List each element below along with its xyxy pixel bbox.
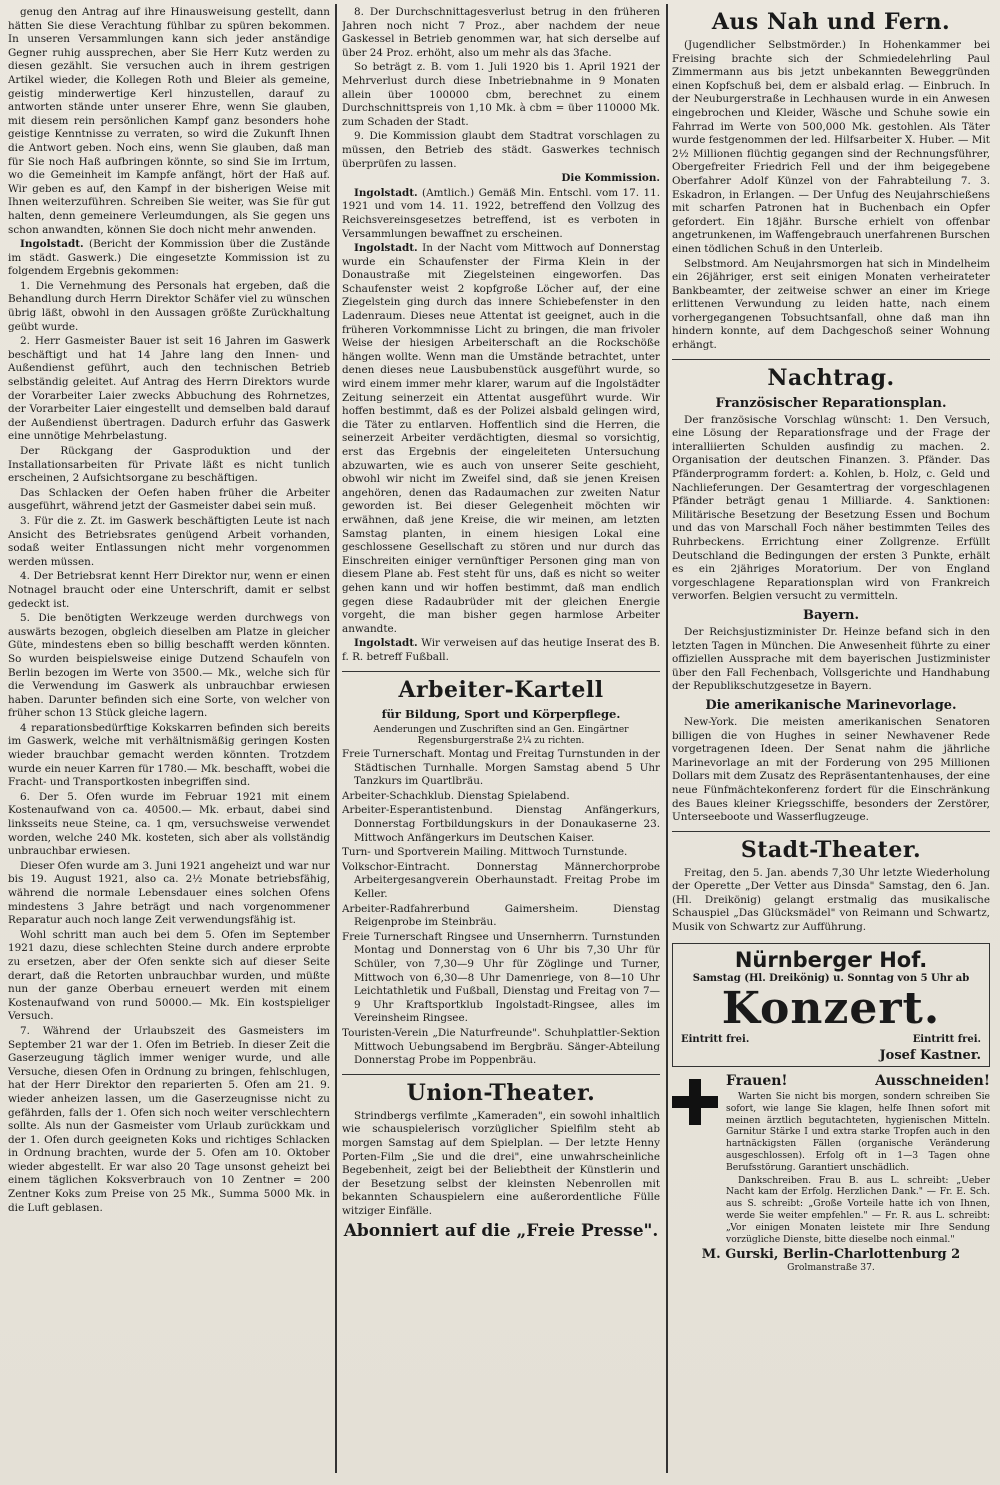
article-paragraph: 5. Die benötigten Werkzeuge werden durchwegs von auswärts bezogen, obgleich dieselben am Platze in gleicher Güte, mindestens eben so billig beschafft werden könnten. So wurden beispielsweise einige Dutzend Schaufeln von Berlin bezogen im Werte von 3500.— Mk., welche sich für die Verwendung im Gaswerk als unbrauchbar erwiesen haben. Darunter befinden sich eine Sorte, von welcher von früher schon 13 Stück gleiche lagern. <box>8 612 330 720</box>
article-paragraph <box>8 238 330 279</box>
article-paragraph: Der Rückgang der Gasproduktion und der Installationsarbeiten für Private läßt es nicht tunlich erscheinen, 2 Aufsichtsorgane zu beschäftigen. <box>8 445 330 485</box>
dateline: Ingolstadt. <box>20 238 84 251</box>
dateline: Ingolstadt. <box>354 186 418 199</box>
ad-title: Nürnberger Hof. <box>734 947 928 972</box>
article-paragraph: Dieser Ofen wurde am 3. Juni 1921 angeheizt und war nur bis 19. August 1921, also ca. 2½ Monate betriebsfähig, während die normale Lebensdauer eines solchen Ofens mindestens 3 Jahre beträgt und nach vorgenommener Reparatur auch noch lange Zeit verwendungsfähig ist. <box>8 859 330 927</box>
ad-testimonials: Dankschreiben. Frau B. aus L. schreibt: „Ueber Nacht kam der Erfolg. Herzlichen Dank." — Fr. E. Sch. aus S. schreibt: „Große Vorteile hatte ich von Ihnen, werde Sie weiter empfehlen." — Fr. R. aus L. schreibt: „Vor einigen Monaten leistete mir Ihre Sendung vorzügliche Dienste, bitte dieselbe noch einmal." <box>726 1174 990 1245</box>
ad-headline-left: Frauen! <box>726 1073 788 1090</box>
article-paragraph: 1. Die Vernehmung des Personals hat ergeben, daß die Behandlung durch Herrn Direktor Schäfer viel zu wünschen übrig läßt, obwohl in den Aussagen größte Zurückhaltung geübt wurde. <box>8 279 330 333</box>
article-paragraph: Der französische Vorschlag wünscht: 1. Den Versuch, eine Lösung der Reparationsfrage und der Frage der interalliierten Schulden ausfindig zu machen. 2. Organisation der deutschen Finanzen. 3. Pfänder. Das Pfänderprogramm fordert: a. Kohlen, b. Holz, c. Geld und Nachlieferungen. Der Gesamtertrag der vorgeschlagenen Pfänder beträgt genau 1 Milliarde. 4. Sanktionen: Militärische Besetzung der Besetzung Essen und Bochum und das von Marschall Foch näher bestimmten Teiles des Ruhrbeckens. Errichtung einer Zollgrenze. Erfüllt Deutschland die Bedingungen der ersten 3 Punkte, erhält es ein 2jähriges Moratorium. Der von England vorgeschlagene Reparationsplan wird von Frankreich verworfen. Belgien versucht zu vermitteln. <box>672 413 990 603</box>
section-title-union-theater: Union-Theater. <box>406 1079 596 1106</box>
ad-address: Grolmanstraße 37. <box>787 1261 875 1273</box>
ad-headline-right: Ausschneiden! <box>875 1073 990 1090</box>
list-item: Arbeiter-Schachklub. Dienstag Spielabend. <box>342 789 570 802</box>
article-paragraph: 3. Für die z. Zt. im Gaswerk beschäftigten Leute ist nach Ansicht des Betriebsrates genügend Arbeit vorhanden, sodaß weiter Entlassungen nicht mehr vorgenommen werden müssen. <box>8 514 330 568</box>
article-text: Wir verweisen auf das heutige Inserat des B. f. R. betreff Fußball. <box>342 637 660 663</box>
section-subtitle: für Bildung, Sport und Körperpflege. <box>381 706 621 721</box>
article-paragraph: 7. Während der Urlaubszeit des Gasmeisters im September 21 war der 1. Ofen im Betrieb. In dieser Zeit die Gaserzeugung täglich immer weniger wurde, und alle Versuche, diesen Ofen in Ordnung zu bringen, fehlschlugen, hat der Herr Direktor den reparierten 5. Ofen am 21. 9. wieder anheizen lassen, um die Gaserzeugnisse nicht zu gefährden, falls der 1. Ofen sich noch weiter verschlechtern sollte. Als nun der Gasmeister vom Urlaub zurückkam und der 1. Ofen durch geeigneten Koks und richtiges Schlacken in Ordnung brachten, wurde der 5. Ofen am 10. Oktober wieder abgestellt. Er war also 20 Tage unsonst geheizt bei einem täglichen Koksverbrauch von 10 Zentner = 200 Zentner Koks zum Preise von 25 Mk., Summa 5000 Mk. in die Luft geblasen. <box>8 1024 330 1214</box>
article-paragraph: Freitag, den 5. Jan. abends 7,30 Uhr letzte Wiederholung der Operette „Der Vetter aus Dinsda" Samstag, den 6. Jan. (Hl. Dreikönig) gelangt erstmalig das musikalische Schauspiel „Das Glücksmädel" von Reimann und Schwartz, Musik von Schwartz zur Aufführung. <box>672 866 990 934</box>
ad-text: Warten Sie nicht bis morgen, sondern schreiben Sie sofort, wie lange Sie klagen, helfe Ihnen sofort mit meinen ärztlich begutachteten, hygienischen Mitteln. Garnitur Stärke I und extra starke Tropfen auch in den hartnäckigsten Fällen (organische Veränderung ausgeschlossen). Erfolg oft in 1—3 Tagen ohne Berufsstörung. Garantiert unschädlich. <box>726 1091 990 1173</box>
ad-entry-row <box>681 1033 981 1047</box>
column-middle <box>342 6 660 1469</box>
club-list <box>342 748 660 1068</box>
article-text: In der Nacht vom Mittwoch auf Donnerstag wurde ein Schaufenster der Firma Klein in der Donaustraße mit Ziegelsteinen eingeworfen. Das Schaufenster weist 2 kopfgroße Löcher auf, der eine Ziegelstein ging durch das innere Schiebefenster in den Ladenraum. Dieses neue Attentat ist geeignet, auch in die früheren Vorkommnisse Licht zu bringen, die man frivoler Weise der hiesigen Arbeiterschaft an die Rockschöße hängen wollte. Wenn man die Umstände betrachtet, unter denen dieses neue Lausbubenstück ausgeführt wurde, so wird einem immer mehr klarer, warum auf die Ingolstädter Zeitung seinerzeit ein Attentat ausgeführt wurde. Wir hoffen bestimmt, daß es der Polizei alsbald gelingen wird, die Täter zu entlarven. Hoffentlich sind die Herren, die seinerzeit Arbeiter verdächtigten, diesmal so vorsichtig, erst das Ergebnis der eingeleiteten Untersuchung abzuwarten, wie es auch von unserer Seite geschieht, obwohl wir nicht im Zweifel sind, daß sie jenen Kreisen angehören, denen das Radaumachen zur zweiten Natur geworden ist. Bei dieser Gelegenheit möchten wir erwähnen, daß jene Kreise, die wir meinen, am letzten Samstag planten, in einem hiesigen Lokal eine geschlossene Gesellschaft zu stören und nur durch das Einschreiten einiger vernünftiger Personen ging man von diesem Plane ab. Fest steht für uns, daß es nicht so weiter gehen kann und wir hoffen bestimmt, daß man endlich gegen diese Radaubrüder mit der gleichen Energie vorgeht, die man bisher gegen harmlose Arbeiter anwandte. <box>342 242 660 635</box>
section-title-nachtrag: Nachtrag. <box>767 364 895 391</box>
subheading: Französischer Reparationsplan. <box>715 395 947 411</box>
subheading: Bayern. <box>802 607 860 623</box>
column-right <box>672 6 990 1469</box>
article-paragraph: 4. Der Betriebsrat kennt Herr Direktor nur, wenn er einen Notnagel braucht oder eine Unterschrift, damit er selbst gedeckt ist. <box>8 570 330 610</box>
section-rule <box>342 1074 660 1075</box>
ad-schedule: Samstag (Hl. Dreikönig) u. Sonntag von 5 Uhr ab <box>692 972 970 984</box>
article-paragraph: 9. Die Kommission glaubt dem Stadtrat vorschlagen zu müssen, den Betrieb des städt. Gaswerkes technisch überprüfen zu lassen. <box>342 130 660 170</box>
signature: Die Kommission. <box>561 172 660 185</box>
column-divider <box>666 4 668 1473</box>
list-item: Arbeiter-Esperantistenbund. Dienstag Anfängerkurs, Donnerstag Fortbildungskurs in der Donaukaserne 23. Mittwoch Anfängerkurs im Deutschen Kaiser. <box>342 804 660 844</box>
subscribe-banner: Abonniert auf die „Freie Presse". <box>343 1220 659 1241</box>
article-paragraph <box>342 242 660 636</box>
ad-entry-right: Eintritt frei. <box>912 1034 981 1046</box>
ad-firm: M. Gurski, Berlin-Charlottenburg 2 <box>701 1247 961 1263</box>
article-paragraph: Wohl schritt man auch bei dem 5. Ofen im September 1921 dazu, diese schlechten Steine durch andere erprobte zu ersetzen, aber der Ofen senkte sich auf dieser Seite derart, daß die Retorten unbrauchbar wurden, und müßte nun der ganze Oberbau erneuert werden mit einem Kostenaufwand von rund 50000.— Mk. Ein kostspieliger Versuch. <box>8 928 330 1023</box>
article-paragraph <box>342 637 660 664</box>
ad-headline: Konzert. <box>721 983 941 1035</box>
ad-owner: Josef Kastner. <box>879 1047 981 1063</box>
list-item: Turn- und Sportverein Mailing. Mittwoch Turnstunde. <box>342 846 628 859</box>
section-note: Aenderungen und Zuschriften sind an Gen. Eingärtner Regensburgerstraße 2¼ zu richten. <box>373 723 629 747</box>
article-text: (Bericht der Kommission über die Zustände im städt. Gaswerk.) Die eingesetzte Kommission ist zu folgendem Ergebnis gekommen: <box>8 238 330 278</box>
ad-headline-row <box>726 1075 990 1089</box>
advertisement-gurski <box>672 1075 990 1246</box>
article-paragraph: Der Reichsjustizminister Dr. Heinze befand sich in den letzten Tagen in München. Die Anwesenheit führte zu einer offiziellen Aussprache mit dem bayerischen Justizminister über den Fall Fechenbach, Vollsgerichte und Handhabung der Republikschutzgesetze in Bayern. <box>672 625 990 693</box>
column-left <box>8 6 330 1469</box>
article-paragraph: Selbstmord. Am Neujahrsmorgen hat sich in Mindelheim ein 26jähriger, erst seit einigen Monaten verheirateter Bankbeamter, der zeitweise schwer an einer im Kriege erlittenen Verwundung zu leiden hatte, nach einem vorhergegangenen Tobsuchtsanfall, ohne daß man ihn hindern konnte, auf dem Dachgeschoß seiner Wohnung erhängt. <box>672 257 990 352</box>
section-title-stadt-theater: Stadt-Theater. <box>740 836 922 863</box>
article-paragraph: Das Schlacken der Oefen haben früher die Arbeiter ausgeführt, während jetzt der Gasmeister dabei sein muß. <box>8 486 330 513</box>
section-title-kartell: Arbeiter-Kartell <box>398 676 604 703</box>
article-paragraph <box>342 187 660 241</box>
section-rule <box>672 831 990 832</box>
article-text: (Amtlich.) Gemäß Min. Entschl. vom 17. 11. 1921 und vom 14. 11. 1922, betreffend den Vollzug des Reichsvereinsgesetzes betreffend, ist es verboten in Versammlungen bewaffnet zu erscheinen. <box>342 186 660 240</box>
article-paragraph: genug den Antrag auf ihre Hinausweisung gestellt, dann hätten Sie diese Verachtung fühlbar zu spüren bekommen. In unseren Versammlungen kann sich jeder anständige Gegner ruhig aussprechen, aber Sie Herr Kutz werden zu diesen gezählt. Sie versuchen auch in ihrem gestrigen Artikel wieder, die Kollegen Roth und Bleier als gemeine, geistig minderwertige Kerl hinzustellen, darauf zu antworten stände unter unserer Ehre, wenn Sie glauben, mit diesem rein persönlichen Kampf ganz besonders hohe geistige Kenntnisse zu verraten, so wird die Zukunft Ihnen die Antwort geben. Noch eins, wenn Sie glauben, daß man für Sie noch Haß aufbringen könnte, so sind Sie im Irrtum, wo die Gemeinheit im Kampfe anfängt, hört der Haß auf. Wir geben es auf, den Kampf in der bisherigen Weise mit Ihnen weiterzuführen. Schreiben Sie weiter, was Sie für gut halten, denn gemeinere Verleumdungen, als Sie gegen uns schon anwandten, können Sie doch nicht mehr anwenden. <box>8 6 330 236</box>
ad-body <box>726 1075 990 1246</box>
article-paragraph: 4 reparationsbedürftige Kokskarren befinden sich bereits im Gaswerk, welche mit verhältnismäßig geringen Kosten wieder brauchbar gemacht werden könnten. Trotzdem wurde ein neuer Karren für 1780.— Mk. beschafft, wobei die Fracht- und Transportkosten inbegriffen sind. <box>8 721 330 789</box>
list-item: Freie Turnerschaft. Montag und Freitag Turnstunden in der Städtischen Turnhalle. Morgen Samstag abend 5 Uhr Tanzkurs im Quartlbräu. <box>342 748 660 788</box>
section-rule <box>342 671 660 672</box>
list-item: Arbeiter-Radfahrerbund Gaimersheim. Dienstag Reigenprobe im Steinbräu. <box>342 902 660 929</box>
dateline: Ingolstadt. <box>354 242 418 255</box>
article-paragraph: 2. Herr Gasmeister Bauer ist seit 16 Jahren im Gaswerk beschäftigt und hat 14 Jahre lang den Innen- und Außendienst geführt, auch den technischen Betrieb selbständig geleitet. Auf Antrag des Herrn Direktors wurde der Vorarbeiter Laier zwecks Abbuchung des Rohrnetzes, der Vorarbeiter Laier eingestellt und demselben bald darauf der Außendienst übertragen. Dadurch erfuhr das Gaswerk eine unnötige Mehrbelastung. <box>8 335 330 443</box>
list-item: Touristen-Verein „Die Naturfreunde". Schuhplattler-Sektion Mittwoch Uebungsabend im Bergbräu. Sänger-Abteilung Donnerstag Probe im Poppenbräu. <box>342 1026 660 1067</box>
article-paragraph: (Jugendlicher Selbstmörder.) In Hohenkammer bei Freising brachte sich der Schmiedelehrling Paul Zimmermann aus bis jetzt unbekannten Beweggründen einen Kopfschuß bei, dem er alsbald erlag. — Einbruch. In der Neuburgerstraße in Lechhausen wurde in ein Anwesen eingebrochen und Kleider, Wäsche und Schuhe sowie ein Fahrrad im Werte von 500,000 Mk. gestohlen. Als Täter wurde festgenommen der led. Hilfsarbeiter X. Huber. — Mit 2½ Millionen flüchtig gegangen sind der Rechnungsführer, Obergefreiter Friedrich Fell und der ihm beigegebene Oberfahrer Adolf Künzel von der Fahrabteilung 7. 3. Eskadron, in Erlangen. — Der Unfug des Neujahrschießens mit scharfen Patronen hat in Buchenbach ein Opfer gefordert. Ein 18jähr. Bursche erhielt von offenbar angetrunkenen, im Waffengebrauch unerfahrenen Burschen einen tödlichen Schuß in den Unterleib. <box>672 39 990 255</box>
list-item: Volkschor-Eintracht. Donnerstag Männerchorprobe Arbeitergesangverein Oberhaunstadt. Freitag Probe im Keller. <box>342 860 660 901</box>
article-paragraph: 6. Der 5. Ofen wurde im Februar 1921 mit einem Kostenaufwand von ca. 40500.— Mk. erbaut, dabei sind linksseits neue Steine, ca. 1 qm, versuchsweise verwendet worden, welche 240 Mk. kosteten, sich aber als vollständig unbrauchbar erwiesen. <box>8 790 330 858</box>
article-paragraph: Strindbergs verfilmte „Kameraden", ein sowohl inhaltlich wie schauspielerisch vorzüglicher Spielfilm steht ab morgen Samstag auf dem Spielplan. — Der letzte Henny Porten-Film „Sie und die drei", eine unwahrscheinliche Begebenheit, zeigt bei der Beliebtheit der Künstlerin und der Besetzung selbst der kleinsten Nebenrollen mit bekannten Schauspielern eine außerordentliche Fülle witziger Einfälle. <box>342 1109 660 1217</box>
ad-entry-left: Eintritt frei. <box>681 1034 750 1046</box>
article-paragraph: 8. Der Durchschnittagesverlust betrug in den früheren Jahren noch nicht 7 Proz., aber nachdem der neue Gaskessel in Betrieb genommen war, hat sich derselbe auf über 24 Proz. erhöht, also um mehr als das 3fache. <box>342 6 660 59</box>
section-rule <box>672 359 990 360</box>
list-item: Freie Turnerschaft Ringsee und Unsernherrn. Turnstunden Montag und Donnerstag von 6 Uhr bis 7,30 Uhr für Schüler, von 7,30—9 Uhr für Zöglinge und Turner, Mittwoch von 6,30—8 Uhr Damenriege, von 8—10 Uhr Leichtathletik und Fußball, Dienstag und Freitag von 7—9 Uhr Kraftsportklub Ingolstadt-Ringsee, alles im Vereinsheim Ringsee. <box>342 930 660 1025</box>
red-cross-icon <box>672 1079 718 1125</box>
subheading: Die amerikanische Marinevorlage. <box>705 697 957 713</box>
advertisement-nuernberger-hof <box>672 943 990 1068</box>
dateline: Ingolstadt. <box>354 637 418 650</box>
column-divider <box>335 4 337 1473</box>
article-paragraph: So beträgt z. B. vom 1. Juli 1920 bis 1. April 1921 der Mehrverlust durch diese Inbetriebnahme in 9 Monaten allein über 100000 cbm, berechnet zu einem Durchschnittspreis von 1,10 Mk. à cbm = über 110000 Mk. zum Schaden der Stadt. <box>342 61 660 128</box>
section-title-aus-nah-und-fern: Aus Nah und Fern. <box>711 9 951 35</box>
article-paragraph: New-York. Die meisten amerikanischen Senatoren billigen die von Hughes in seiner Newhavener Rede vorgetragenen Ideen. Der Senat nahm die jährliche Marinevorlage an mit der Forderung von 295 Millionen Dollars mit dem Zusatz des Repräsentantenhauses, der eine neue Fünfmächtekonferenz fordert für die Einschränkung des Baues kleiner Kriegsschiffe, besonders der Zerstörer, Unterseeboote und Wasserflugzeuge. <box>672 715 990 824</box>
